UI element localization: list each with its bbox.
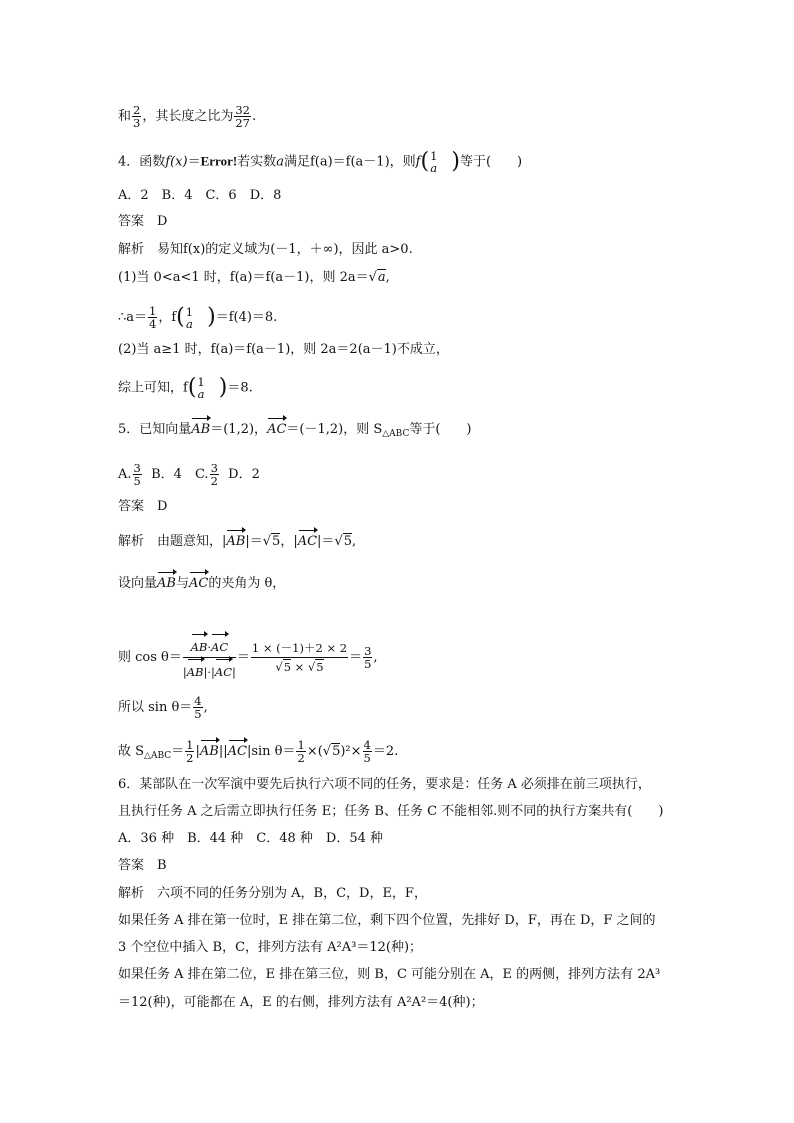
q4-solution-1: 解析 易知f(x)的定义域为(－1，＋∞)，因此 a>0. [118, 242, 413, 257]
subscript: △ABC [382, 429, 410, 439]
text: A. [118, 467, 132, 482]
text: ＝ [349, 650, 363, 665]
text: 与 [175, 576, 189, 591]
q4-solution-4: (2)当 a≥1 时，f(a)＝f(a－1)，则 2a＝2(a－1)不成立， [118, 342, 449, 357]
text: |＝ [245, 534, 263, 549]
text: , [352, 534, 357, 549]
radicand: 5 [272, 534, 281, 549]
text: ＝ [236, 650, 250, 665]
text: ＝(1,2)， [210, 422, 268, 437]
q6-solution-1: 解析 六项不同的任务分别为 A，B，C，D，E，F， [118, 886, 427, 901]
text: 设向量 [118, 576, 158, 591]
text: ＝2. [372, 744, 399, 759]
question-6-line-2: 且执行任务 A 之后需立即执行任务 E；任务 B、任务 C 不能相邻.则不同的执行方案共有( ) [118, 804, 664, 819]
fraction: $\frac{32}{27}$ [235, 103, 250, 130]
sqrt-sign [323, 744, 331, 759]
fraction: $\frac{1}{2}$ [186, 738, 194, 765]
sqrt-sign [263, 534, 271, 549]
fraction: 1 a [430, 149, 438, 175]
fraction: 1 a [185, 304, 194, 331]
text: 等于( ) [409, 422, 472, 437]
text: 则 cos θ＝ [118, 650, 182, 665]
q5-options [118, 462, 260, 487]
fraction: $\frac{1}{4}$ [149, 304, 157, 331]
text: 解析 由题意知，| [118, 534, 227, 549]
sqrt-sign [334, 534, 342, 549]
text: , [203, 700, 208, 715]
q5-solution-4 [118, 695, 208, 720]
radicand: 5 [332, 744, 341, 759]
vector-ac: AC [267, 422, 287, 437]
text: 故 S [118, 744, 145, 759]
radicand: 5 [343, 534, 353, 549]
text: , [373, 650, 378, 665]
paren: ( [187, 375, 197, 400]
fraction-cos: $\frac{AB\cdot AC}{|AB|\cdot|AC|}$ [183, 633, 236, 682]
q6-options: A．36 种 B．44 种 C．48 种 D．54 种 [118, 831, 384, 846]
question-4 [118, 150, 522, 174]
text: 满足 [283, 154, 310, 170]
q5-solution-1 [118, 533, 356, 551]
text: 和 [118, 109, 132, 124]
text: 等于( ) [459, 154, 523, 170]
q4-options: A．2 B．4 C．6 D．8 [118, 188, 282, 203]
vector-ac: AC [188, 576, 209, 591]
paren: ( [420, 149, 430, 174]
text: )²× [340, 744, 362, 759]
text: f(a)＝f(a－1)，则 [309, 154, 416, 170]
text: , [385, 270, 390, 285]
q6-solution-3: 3 个空位中插入 B，C，排列方法有 A²A³＝12(种)； [118, 940, 423, 955]
text: 所以 sin θ＝ [118, 700, 193, 715]
fraction: $\frac{3}{5}$ [133, 461, 141, 488]
q5-answer: 答案 D [118, 499, 168, 514]
fraction: $\frac{3}{5}$ [364, 644, 372, 671]
text: . [252, 109, 257, 124]
fraction: $\frac{4}{5}$ [363, 738, 371, 765]
radicand: a [377, 270, 386, 285]
q6-solution-5: ＝12(种)，可能都在 A，E 的右侧，排列方法有 A²A²＝4(种)； [118, 995, 484, 1010]
q5-solution-3 [118, 633, 378, 682]
vector-ab: AB [157, 576, 176, 591]
paren: ) [218, 375, 228, 400]
text: |sin θ＝ [246, 744, 296, 759]
text: ，其长度之比为 [142, 109, 234, 124]
text: ＝f(4)＝8. [215, 310, 278, 325]
question-5 [118, 421, 472, 443]
text: (1)当 0<a<1 时，f(a)＝f(a－1)，则 2a＝ [118, 270, 369, 285]
fraction: 1 a [197, 375, 205, 401]
text: 4．函数 [118, 154, 166, 170]
text: ∴a＝ [118, 310, 148, 325]
text: ＝ [171, 744, 185, 759]
subscript: △ABC [144, 751, 172, 761]
q6-solution-4: 如果任务 A 排在第二位，E 排在第三位，则 B，C 可能分别在 A，E 的两侧，排列方法有 2A³ [118, 967, 661, 982]
text: ＝(－1,2)，则 S [286, 422, 383, 437]
text: 的夹角为 θ， [208, 576, 286, 591]
paren: ) [451, 149, 460, 174]
sqrt-sign [369, 270, 377, 285]
question-6-line-1: 6．某部队在一次军演中要先后执行六项不同的任务，要求是：任务 A 必须排在前三项执行， [118, 777, 651, 792]
text: ＝ [187, 154, 201, 170]
fraction: $\frac{4}{5}$ [194, 694, 202, 721]
text: ＝8. [227, 380, 253, 396]
fraction-value: 1 × (－1)＋2 × 2 √ 5 × √ 5 [251, 639, 348, 676]
vector-ab: AB [226, 534, 246, 549]
text: 若实数 [237, 154, 277, 170]
paren: ) [207, 304, 216, 330]
text: a [276, 154, 284, 170]
fraction: $\frac{3}{2}$ [210, 461, 218, 488]
q6-answer: 答案 B [118, 858, 167, 873]
text: f [415, 154, 421, 170]
text: ，| [280, 534, 298, 549]
vector-ac: AC [297, 534, 318, 549]
text: D．2 [228, 467, 260, 482]
vector-ab: AB [199, 744, 219, 759]
q6-solution-2: 如果任务 A 排在第一位时，E 排在第二位，剩下四个位置，先排好 D，F，再在 D，F 之间的 [118, 913, 656, 928]
continuation-line [118, 104, 256, 129]
vector-ab: AB [191, 422, 211, 437]
q5-solution-2 [118, 575, 285, 593]
q4-solution-5 [118, 376, 253, 400]
paren: ( [176, 304, 185, 330]
text: |＝ [317, 534, 335, 549]
text: ×( [306, 744, 323, 759]
q4-answer: 答案 D [118, 214, 168, 229]
fraction: $\frac{1}{2}$ [297, 738, 305, 765]
text: f(x) [165, 154, 188, 170]
q4-solution-3 [118, 305, 277, 330]
q4-solution-2 [118, 269, 390, 287]
q5-solution-5: 故 $S_{\triangle ABC}=$ $\frac{1}{2}$ |AB||AC|sin θ＝ $\frac{1}{2}$ ×(√ 5)²× $\frac{4}{5}$ ＝2. [118, 739, 398, 765]
vector-ac: AC [227, 744, 247, 759]
text: 综上可知，f [118, 380, 188, 396]
text: B．4 C. [151, 467, 209, 482]
text: ，f [158, 310, 177, 325]
error-text: Error! [200, 153, 238, 169]
text: 5．已知向量 [118, 422, 192, 437]
fraction: $\frac{2}{3}$ [133, 103, 141, 130]
